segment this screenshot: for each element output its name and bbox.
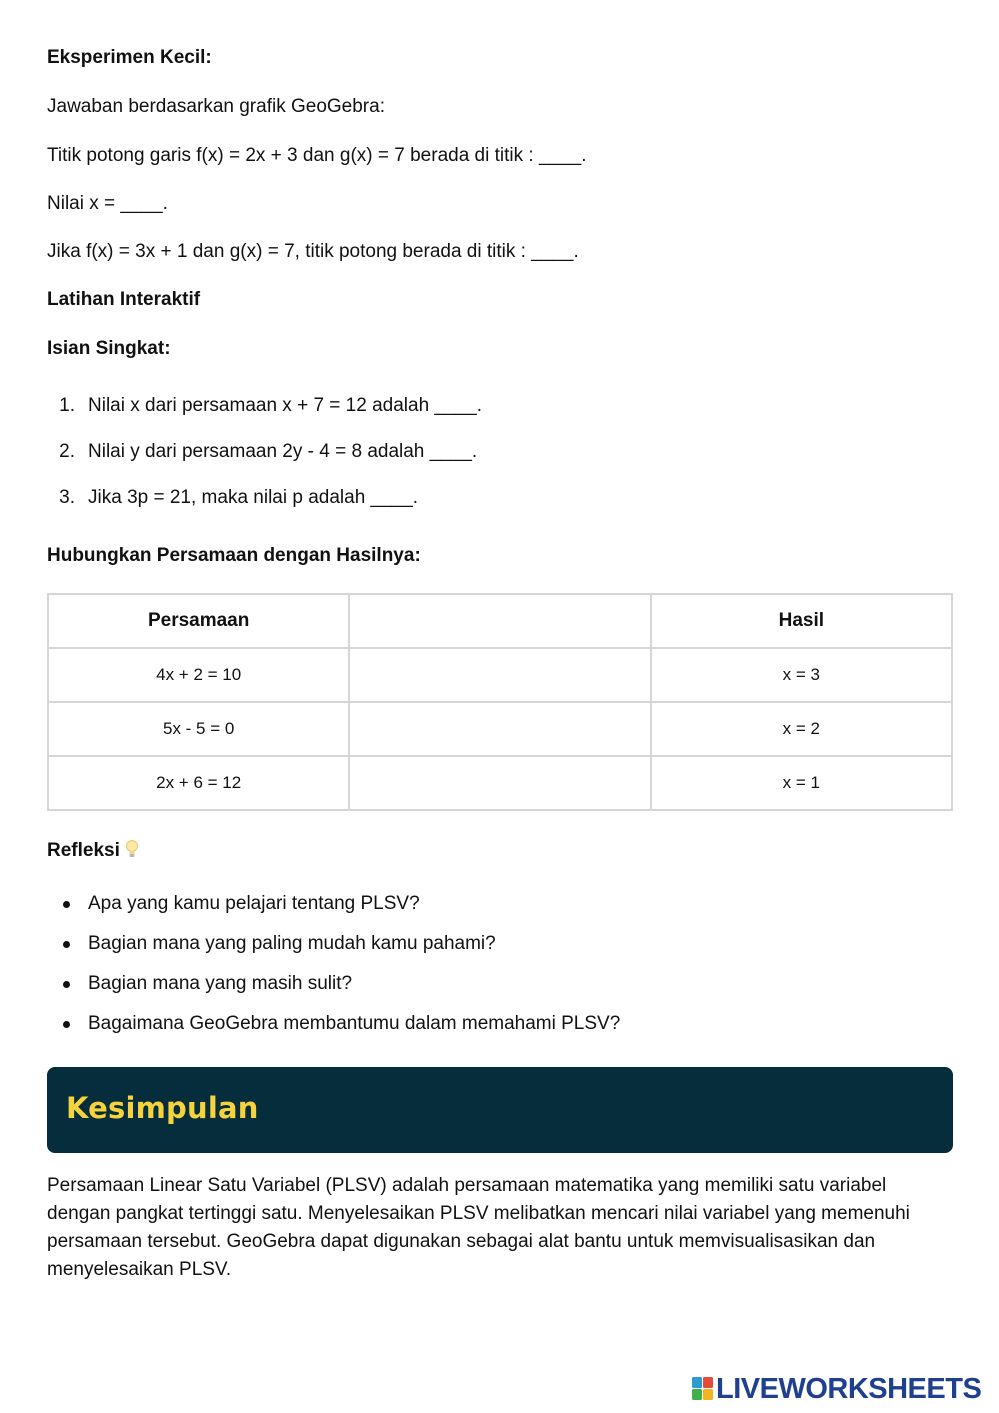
experiment-heading: Eksperimen Kecil: [47,47,212,68]
list-number: 2. [59,441,75,462]
matching-table [47,593,953,811]
reflection-heading [47,839,139,862]
list-text: Jika 3p = 21, maka nilai p adalah ____. [88,487,419,508]
experiment-question-2: Nilai x = ____. [47,193,168,214]
experiment-question-3: Jika f(x) = 3x + 1 dan g(x) = 7, titik potong berada di titik : ____. [47,241,579,262]
list-text: Bagian mana yang paling mudah kamu pahami? [88,933,496,954]
matching-heading: Hubungkan Persamaan dengan Hasilnya: [47,545,421,566]
list-text: Bagian mana yang masih sulit? [88,973,353,994]
table-header-row [48,594,952,648]
liveworksheets-logo-text: LIVEWORKSHEETS [716,1373,982,1405]
table-row [48,702,952,756]
reflection-heading-text: Refleksi [47,840,120,861]
conclusion-text: Persamaan Linear Satu Variabel (PLSV) adalah persamaan matematika yang memiliki satu variabel dengan pangkat tertinggi satu. Menyelesaikan PLSV melibatkan mencari nilai variabel yang memenuhi persamaan tersebut. GeoGebra dapat digunakan sebagai alat bantu untuk memvisualisasikan dan menyelesaikan PLSV. [47,1175,910,1280]
bullet-icon [63,941,70,948]
experiment-question-1: Titik potong garis f(x) = 2x + 3 dan g(x) = 7 berada di titik : ____. [47,145,587,166]
match-cell[interactable] [349,756,650,810]
bullet-icon [63,1021,70,1028]
header-persamaan: Persamaan [48,594,349,648]
equation-cell: 4x + 2 = 10 [48,648,349,702]
list-text: Bagaimana GeoGebra membantumu dalam memahami PLSV? [88,1013,621,1034]
result-cell: x = 1 [651,756,952,810]
header-hasil: Hasil [651,594,952,648]
experiment-intro: Jawaban berdasarkan grafik GeoGebra: [47,96,385,117]
equation-cell: 2x + 6 = 12 [48,756,349,810]
conclusion-title: Kesimpulan [66,1091,259,1125]
liveworksheets-logo-icon [692,1377,714,1401]
list-text: Nilai y dari persamaan 2y - 4 = 8 adalah ____. [88,441,478,462]
lightbulb-icon [125,839,139,859]
equation-cell: 5x - 5 = 0 [48,702,349,756]
bullet-icon [63,901,70,908]
list-number: 1. [59,395,75,416]
match-cell[interactable] [349,702,650,756]
match-cell[interactable] [349,648,650,702]
list-text: Nilai x dari persamaan x + 7 = 12 adalah ____. [88,395,482,416]
list-number: 3. [59,487,75,508]
liveworksheets-logo[interactable] [692,1373,990,1405]
conclusion-banner [47,1067,953,1153]
table-row [48,756,952,810]
result-cell: x = 3 [651,648,952,702]
short-answer-heading: Isian Singkat: [47,338,171,359]
table-row [48,648,952,702]
bullet-icon [63,981,70,988]
result-cell: x = 2 [651,702,952,756]
header-blank [349,594,650,648]
practice-heading: Latihan Interaktif [47,289,201,310]
list-text: Apa yang kamu pelajari tentang PLSV? [88,893,420,914]
